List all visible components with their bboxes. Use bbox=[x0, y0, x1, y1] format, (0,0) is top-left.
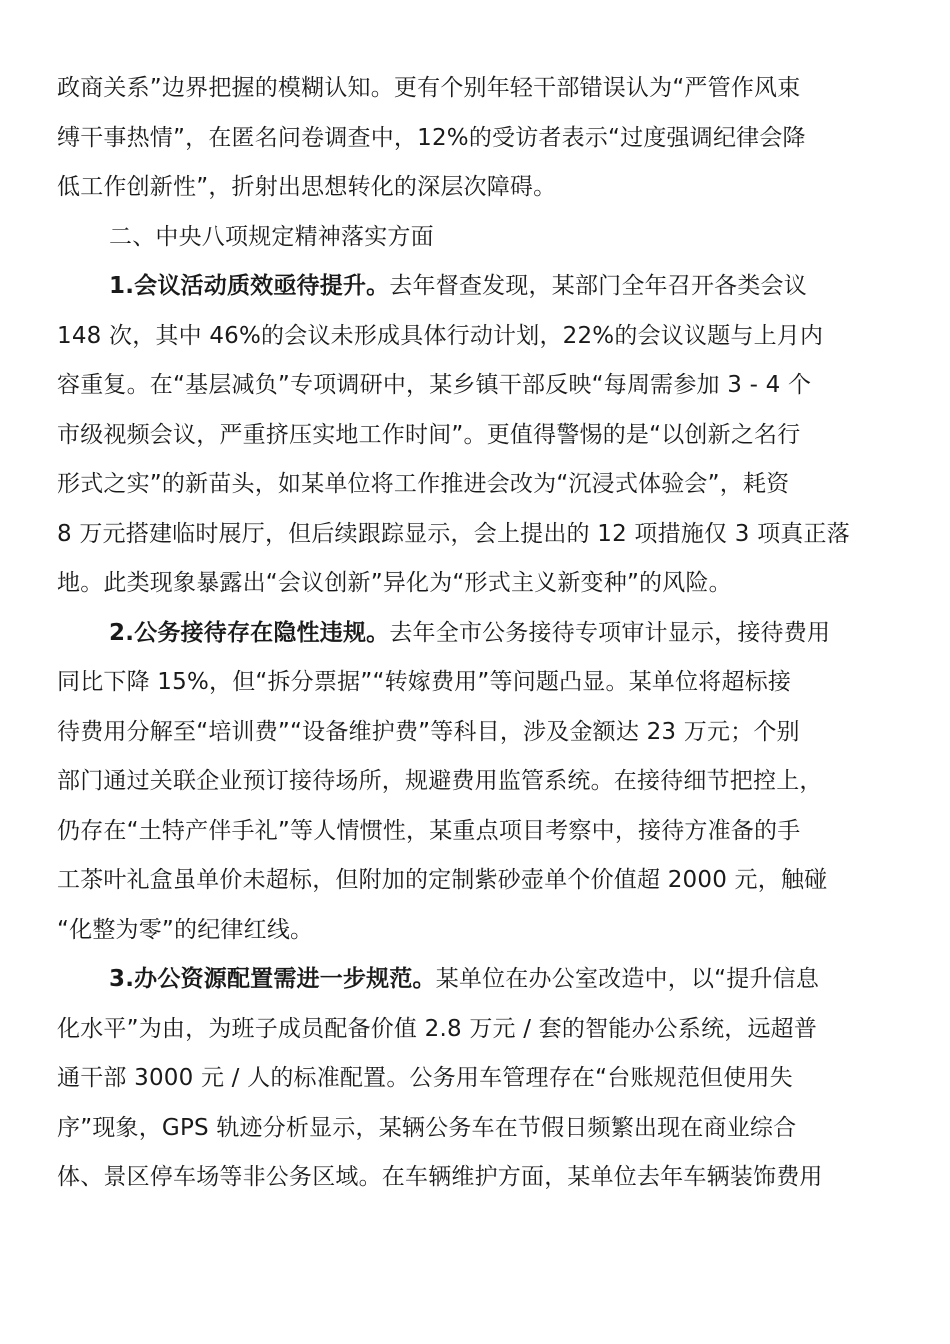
item-text: 去年督查发现，某部门全年召开各类会议 bbox=[389, 273, 807, 299]
text-line: 低工作创新性”，折射出思想转化的深层次障碍。 bbox=[57, 174, 557, 200]
text-line: 化水平”为由，为班子成员配备价值 2.8 万元 / 套的智能办公系统，远超普 bbox=[57, 1015, 818, 1042]
item-title: 3.办公资源配置需进一步规范。 bbox=[109, 966, 436, 992]
text-line: 体、景区停车场等非公务区域。在车辆维护方面，某单位去年车辆装饰费用 bbox=[57, 1164, 823, 1190]
text-line: “化整为零”的纪律红线。 bbox=[57, 916, 314, 943]
item-first-line bbox=[57, 955, 892, 1005]
text-line: 仍存在“土特产伴手礼”等人情惯性，某重点项目考察中，接待方准备的手 bbox=[57, 817, 801, 844]
paragraph-item-1 bbox=[57, 262, 892, 609]
text-line: 地。此类现象暴露出“会议创新”异化为“形式主义新变种”的风险。 bbox=[57, 570, 732, 596]
text-line: 政商关系”边界把握的模糊认知。更有个别年轻干部错误认为“严管作风束 bbox=[57, 75, 801, 101]
item-title: 2.公务接待存在隐性违规。 bbox=[109, 619, 390, 646]
section-heading: 二、中央八项规定精神落实方面 bbox=[109, 223, 434, 250]
text-line: 同比下降 15%，但“拆分票据”“转嫁费用”等问题凸显。某单位将超标接 bbox=[57, 669, 792, 695]
item-title: 1.会议活动质效亟待提升。 bbox=[109, 273, 390, 299]
text-line: 缚干事热情”，在匿名问卷调查中，12%的受访者表示“过度强调纪律会降 bbox=[57, 124, 806, 151]
text-line: 容重复。在“基层减负”专项调研中，某乡镇干部反映“每周需参加 3 - 4 个 bbox=[57, 372, 812, 398]
paragraph-item-2 bbox=[57, 609, 892, 956]
text-line: 市级视频会议，严重挤压实地工作时间”。更值得警惕的是“以创新之名行 bbox=[57, 421, 801, 448]
text-line: 通干部 3000 元 / 人的标准配置。公务用车管理存在“台账规范但使用失 bbox=[57, 1065, 793, 1091]
item-text: 去年全市公务接待专项审计显示，接待费用 bbox=[389, 619, 831, 646]
item-first-line bbox=[57, 262, 892, 312]
text-line: 部门通过关联企业预订接待场所，规避费用监管系统。在接待细节把控上， bbox=[57, 768, 823, 794]
text-line: 形式之实”的新苗头，如某单位将工作推进会改为“沉浸式体验会”，耗资 bbox=[57, 471, 790, 497]
item-text: 某单位在办公室改造中，以“提升信息 bbox=[435, 966, 820, 992]
document-page bbox=[57, 64, 892, 1203]
text-line: 待费用分解至“培训费”“设备维护费”等科目，涉及金额达 23 万元；个别 bbox=[57, 718, 800, 745]
text-line: 148 次，其中 46%的会议未形成具体行动计划，22%的会议议题与上月内 bbox=[57, 322, 824, 349]
text-line: 序”现象，GPS 轨迹分析显示，某辆公务车在节假日频繁出现在商业综合 bbox=[57, 1114, 797, 1141]
text-line: 8 万元搭建临时展厅，但后续跟踪显示，会上提出的 12 项措施仅 3 项真正落 bbox=[57, 520, 850, 547]
paragraph-item-3 bbox=[57, 955, 892, 1203]
item-first-line bbox=[57, 609, 892, 659]
text-line: 工茶叶礼盒虽单价未超标，但附加的定制紫砂壶单个价值超 2000 元，触碰 bbox=[57, 867, 828, 893]
paragraph-political-business bbox=[57, 64, 892, 213]
